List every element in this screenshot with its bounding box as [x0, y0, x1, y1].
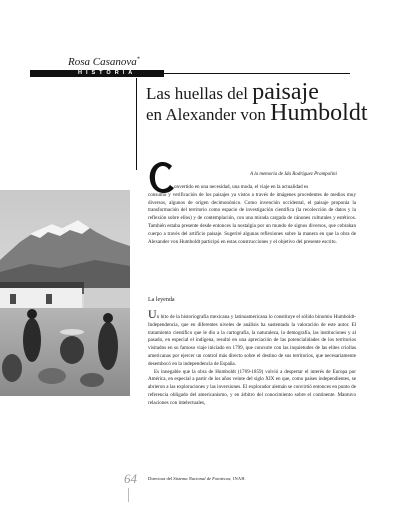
dedication: A la memoria de Ida Rodríguez Prampolini — [250, 172, 337, 177]
body-paragraph-2: Es innegable que la obra de Humboldt (1769-1859) volvió a despertar el interés de Europa por América, en especial a partir de los años veinte del siglo XIX en que, como países independientes, se abrieron a las exploraciones y las inversiones. El explorador alemán se convirtió entonces en punto de referencia obligado del americanismo, y en árbitro del conocimiento sobre el continente. Mantuvo relaciones con intelectuales, — [148, 368, 356, 406]
mountain-village-photo-icon — [0, 190, 130, 396]
title-vertical-rule — [136, 78, 137, 170]
author-name: Rosa Casanova* — [68, 56, 140, 68]
intro-paragraph: onvertido en una necesidad, una moda, el viaje en la actualidad es consumo y verificación de los paisajes ya vistos a través de imágenes procedentes de medios muy diversos, algunos de origen decimonónico. Como invención occidental, el paisaje proponía la transformación del territorio como espacio de investigación científica (la recolección de datos y la reflexión sobre ellos) y de contemplación, con una mirada cargada de cánones culturales y estéticos. También estaba presente desde entonces la nostalgia por un mundo de signos diversos, que cobraban cuerpo a través del artificio paisaje. Sugeriré algunas reflexiones sobre la manera en que la obra de Alexander von Humboldt participó en estas construcciones y el objetivo del presente escrito. — [148, 184, 356, 245]
article-title: Las huellas del paisaje en Alexander von Humboldt — [146, 79, 368, 126]
page-number: 64 — [124, 471, 137, 486]
body-text — [148, 307, 356, 408]
section-label: HISTORIA — [78, 70, 137, 76]
subheading: La leyenda — [148, 297, 175, 303]
footer-rule — [128, 488, 129, 502]
body-paragraph-1: Un hito de la historiografía mexicana y latinoamericana lo constituye el sólido binomio Humboldt-Independencia, que en diferentes niveles de análisis ha sustentado la valoración de este autor. El tratamiento científico que le dio a la cartografía, la naturaleza, la demografía, las instituciones y al pasado, en especial el indígena, resultó en una apreciación de las potencialidades de los territorios visitados en su famoso viaje iniciado en 1799, que concurre con las inquietudes de las elites criollas americanas por ejercer un control más directo sobre el destino de sus territorios, que necesariamente desembocó en la independencia de España. — [148, 307, 356, 367]
header-rule — [164, 73, 350, 74]
footnote: Directora del Sistema Nacional de Fototecas, INAH. — [148, 476, 247, 481]
